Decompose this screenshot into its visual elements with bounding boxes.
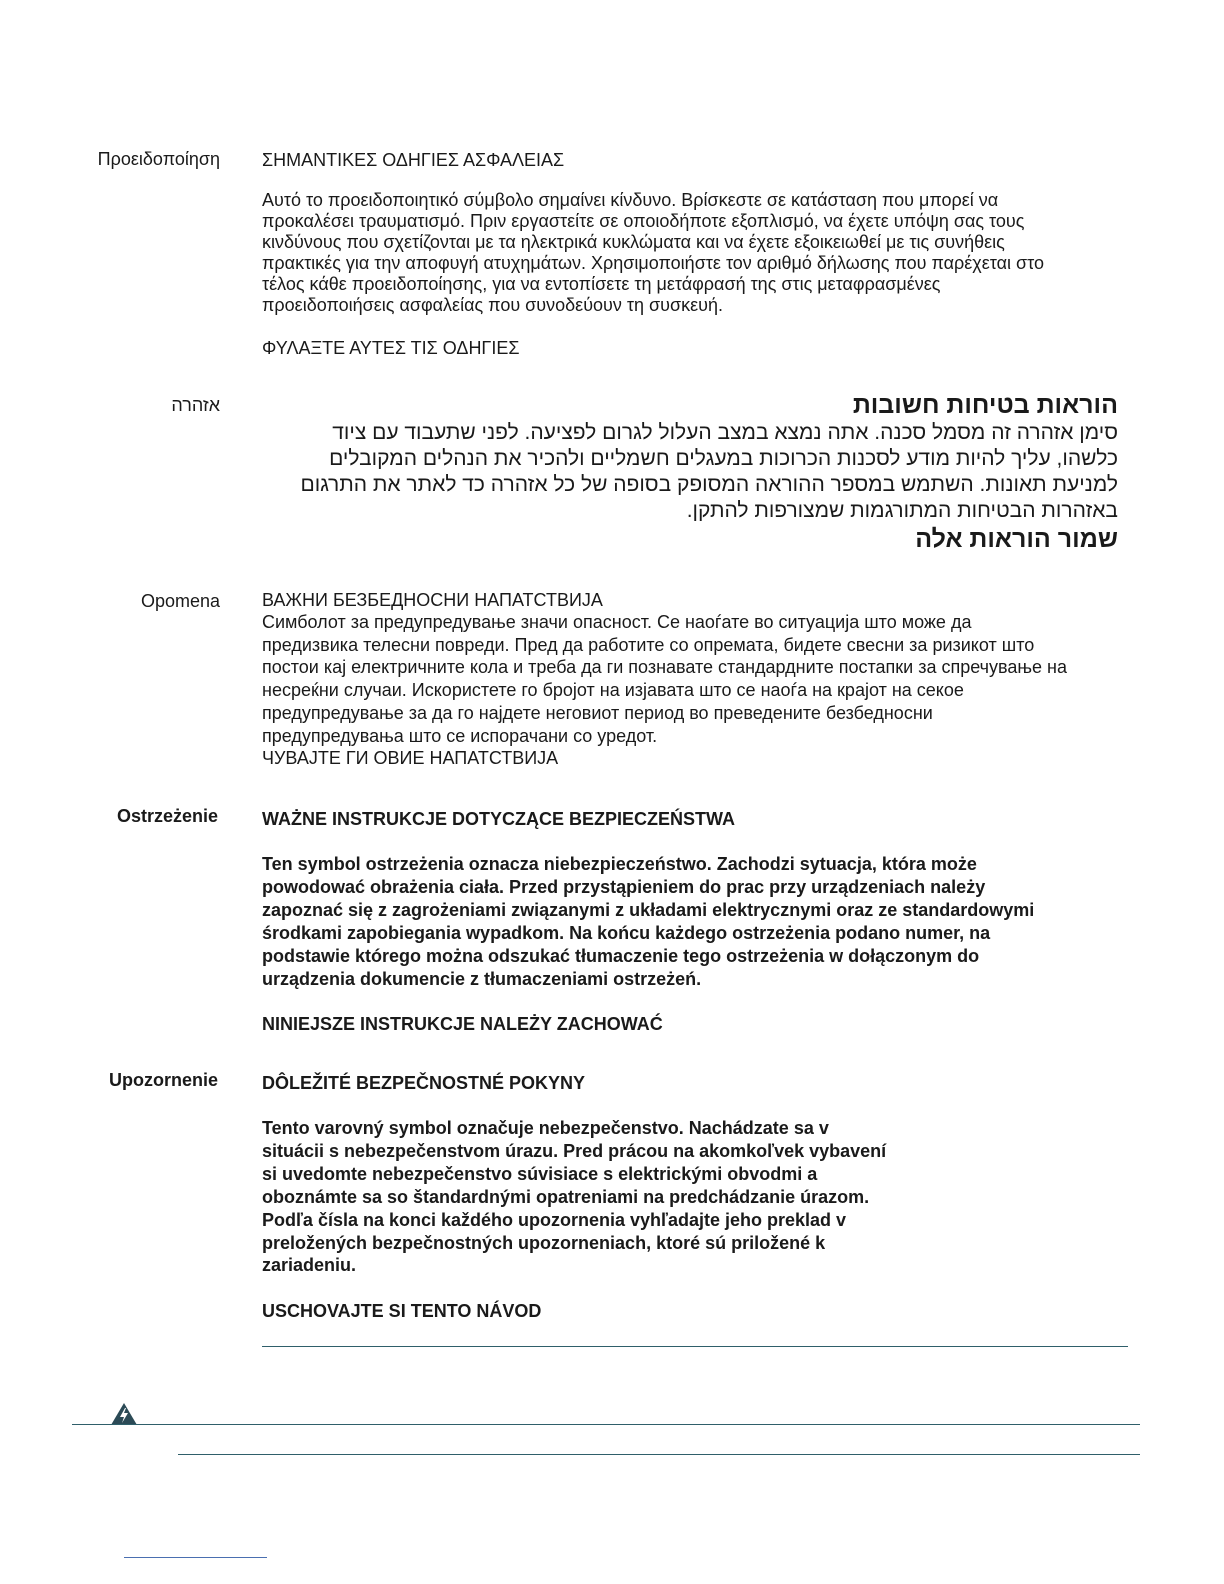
- paragraph-line: oboznámte sa so štandardnými opatreniami na predchádzanie úrazom.: [262, 1186, 870, 1207]
- section-footer: ΦΥΛΑΞΤΕ ΑΥΤΕΣ ΤΙΣ ΟΔΗΓΙΕΣ: [262, 338, 520, 358]
- paragraph-line: באזהרות הבטיחות המתורגמות שמצורפות להתקן.: [686, 499, 1118, 522]
- section-title: WAŻNE INSTRUKCJE DOTYCZĄCE BEZPIECZEŃSTWA: [262, 809, 736, 829]
- section-title: DÔLEŽITÉ BEZPEČNOSTNÉ POKYNY: [262, 1073, 586, 1093]
- warning-bottom-rule: [178, 1454, 1140, 1455]
- section-label: Upozornenie: [108, 1070, 218, 1090]
- paragraph-line: zapoznać się z zagrożeniami związanymi z układami elektrycznymi oraz ze standardowymi: [262, 899, 1035, 920]
- paragraph-line: podstawie którego można odszukać tłumaczenie tego ostrzeżenia w dołączonym do: [262, 945, 980, 966]
- section-title: הוראות בטיחות חשובות: [852, 391, 1118, 419]
- paragraph-line: предупредувања што се испорачани со уредот.: [262, 725, 658, 746]
- paragraph-line: zariadeniu.: [262, 1255, 357, 1276]
- section-divider: [262, 1346, 1128, 1347]
- paragraph-line: כלשהו, עליך להיות מודע לסכנות הכרוכות במעגלים חשמליים ולהכיר את הנהלים המקובלים: [329, 447, 1118, 470]
- section-label: Προειδοποίηση: [97, 149, 220, 169]
- paragraph-line: סימן אזהרה זה מסמל סכנה. אתה נמצא במצב העלול לגרום לפציעה. לפני שתעבוד עם ציוד: [332, 421, 1118, 444]
- warning-triangle-icon: [110, 1402, 138, 1426]
- paragraph-line: Podľa čísla na konci každého upozornenia vyhľadajte jeho preklad v: [262, 1209, 847, 1230]
- paragraph-line: προκαλέσει τραυματισμό. Πριν εργαστείτε σε οποιοδήποτε εξοπλισμό, να έχετε υπόψη σας τους: [262, 211, 1025, 231]
- paragraph-line: powodować obrażenia ciała. Przed przystąpieniem do prac przy urządzeniach należy: [262, 876, 986, 897]
- paragraph-line: предупредување за да го најдете неговиот период во преведените безбедносни: [262, 702, 933, 723]
- paragraph-line: situácii s nebezpečenstvom úrazu. Pred prácou na akomkoľvek vybavení: [262, 1140, 887, 1161]
- warning-top-rule: [72, 1424, 1140, 1425]
- paragraph-line: κινδύνους που σχετίζονται με τα ηλεκτρικά κυκλώματα και να έχετε εξοικειωθεί με τις συνήθεις: [262, 232, 1005, 252]
- section-title: ВАЖНИ БЕЗБЕДНОСНИ НАПАТСТВИЈА: [262, 590, 603, 610]
- footer-link-underline: [124, 1557, 267, 1558]
- paragraph-line: Симболот за предупредување значи опасност. Се наоѓате во ситуација што може да: [262, 612, 972, 632]
- section-label: Opomena: [140, 591, 220, 611]
- paragraph-line: urządzenia dokumencie z tłumaczeniami ostrzeżeń.: [262, 968, 702, 989]
- paragraph-line: preložených bezpečnostných upozorneniach, ktoré sú priložené k: [262, 1232, 826, 1253]
- section-label: אזהרה: [171, 395, 220, 415]
- section-footer: USCHOVAJTE SI TENTO NÁVOD: [262, 1301, 542, 1322]
- paragraph-line: предизвика телесни повреди. Пред да работите со опремата, бидете свесни за ризикот што: [262, 634, 1035, 655]
- section-footer: שמור הוראות אלה: [915, 525, 1118, 553]
- paragraph-line: Ten symbol ostrzeżenia oznacza niebezpieczeństwo. Zachodzi sytuacja, która może: [262, 854, 977, 874]
- section-footer: ЧУВАЈТЕ ГИ ОВИЕ НАПАТСТВИЈА: [262, 748, 559, 769]
- section-footer: NINIEJSZE INSTRUKCJE NALEŻY ZACHOWAĆ: [262, 1014, 663, 1035]
- paragraph-line: постои кај електричните кола и треба да ги познавате стандардните постапки за спречување на: [262, 657, 1067, 678]
- paragraph-line: Αυτό το προειδοποιητικό σύμβολο σημαίνει κίνδυνο. Βρίσκεστε σε κατάσταση που μπορεί να: [262, 190, 999, 210]
- paragraph-line: τέλος κάθε προειδοποίησης, για να εντοπίσετε τη μετάφρασή της στις μεταφρασμένες: [262, 274, 941, 294]
- paragraph-line: środkami zapobiegania wypadkom. Na końcu każdego ostrzeżenia podano numer, na: [262, 922, 991, 943]
- paragraph-line: למניעת תאונות. השתמש במספר ההוראה המסופק בסופה של כל אזהרה כד לאתר את התרגום: [300, 473, 1118, 496]
- section-label: Ostrzeżenie: [116, 806, 218, 826]
- section-title: ΣΗΜΑΝΤΙΚΕΣ ΟΔΗΓΙΕΣ ΑΣΦΑΛΕΙΑΣ: [262, 150, 565, 170]
- paragraph-line: si uvedomte nebezpečenstvo súvisiace s elektrickými obvodmi a: [262, 1163, 818, 1184]
- paragraph-line: Tento varovný symbol označuje nebezpečenstvo. Nachádzate sa v: [262, 1118, 829, 1138]
- paragraph-line: προειδοποιήσεις ασφαλείας που συνοδεύουν τη συσκευή.: [262, 295, 723, 315]
- paragraph-line: несреќни случаи. Искористете го бројот на изјавата што се наоѓа на крајот на секое: [262, 680, 964, 701]
- paragraph-line: πρακτικές για την αποφυγή ατυχημάτων. Χρησιμοποιήστε τον αριθμό δήλωσης που παρέχεται στο: [262, 253, 1045, 273]
